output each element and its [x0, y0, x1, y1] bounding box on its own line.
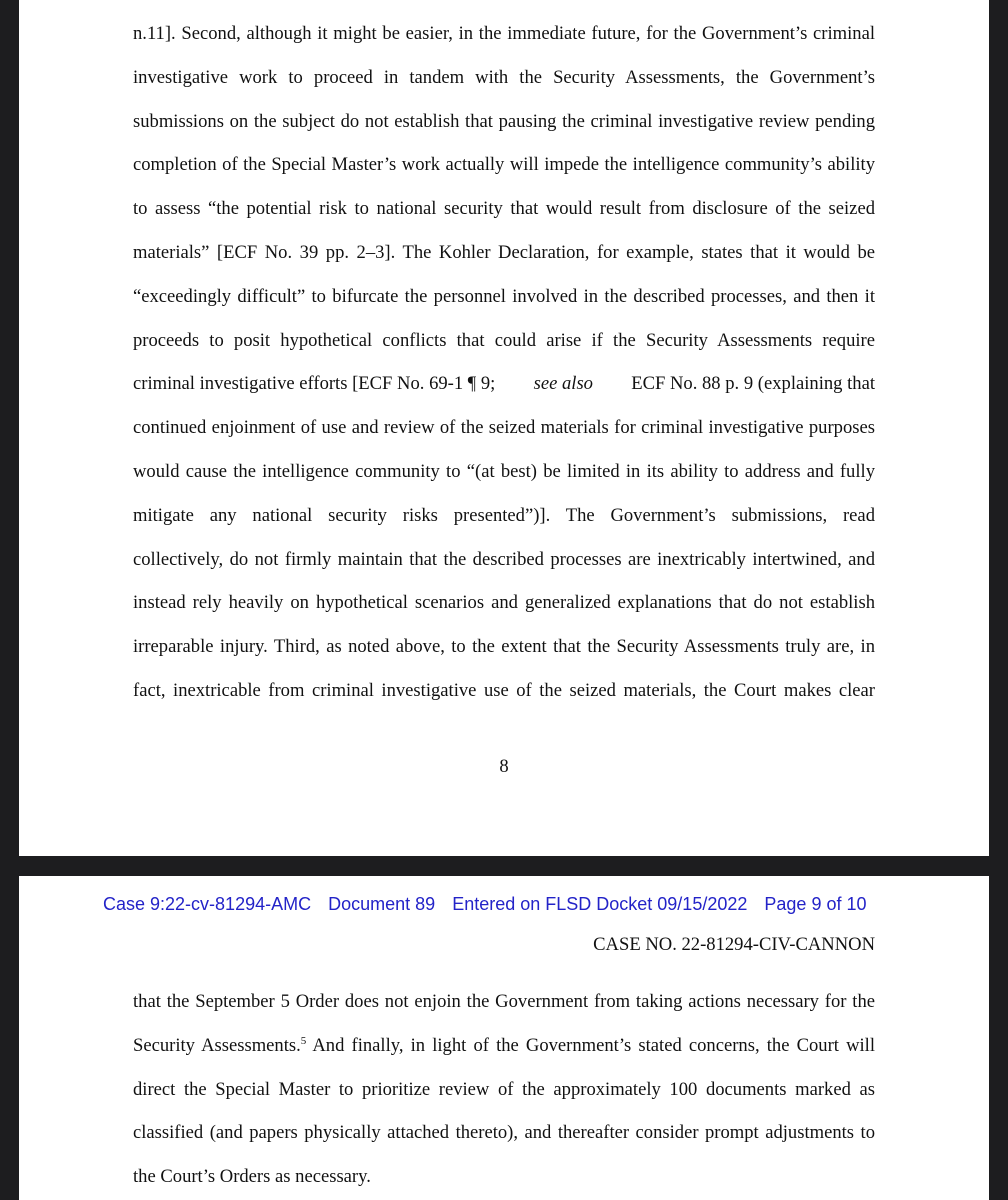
text-line: mitigate any national security risks presented”)]. The Government’s submissions, read	[133, 504, 875, 526]
text-line: “exceedingly difficult” to bifurcate the personnel involved in the described processes, and then it	[133, 285, 875, 307]
text-line: instead rely heavily on hypothetical scenarios and generalized explanations that do not establish	[133, 592, 875, 614]
text-line: materials” [ECF No. 39 pp. 2–3]. The Kohler Declaration, for example, states that it would be	[133, 241, 875, 263]
document-page-9	[19, 876, 989, 1200]
text-line: investigative work to proceed in tandem with the Security Assessments, the Government’s	[133, 66, 875, 88]
document-page-8	[19, 0, 989, 856]
text-line: would cause the intelligence community to “(at best) be limited in its ability to address and fully	[133, 460, 875, 482]
text-line: irreparable injury. Third, as noted above, to the extent that the Security Assessments truly are, in	[133, 636, 875, 658]
footnote-reference[interactable]: 5	[300, 1034, 307, 1047]
docket-entry-stamp: Entered on FLSD Docket 09/15/2022	[452, 894, 748, 914]
text-line: to assess “the potential risk to national security that would result from disclosure of the seized	[133, 198, 875, 220]
text-line: that the September 5 Order does not enjoin the Government from taking actions necessary for the	[133, 991, 875, 1012]
document-number-stamp: Document 89	[328, 894, 436, 914]
text-line: collectively, do not firmly maintain that the described processes are inextricably intertwined, and	[133, 548, 875, 570]
case-caption-number: CASE NO. 22-81294-CIV-CANNON	[593, 934, 875, 955]
citation-text-continued: ECF No. 88 p. 9 (explaining that	[631, 373, 875, 395]
text-line: direct the Special Master to prioritize review of the approximately 100 documents marked as	[133, 1078, 875, 1100]
text-line: completion of the Special Master’s work actually will impede the intelligence community’s ability	[133, 154, 875, 176]
page-count-stamp: Page 9 of 10	[764, 894, 867, 914]
citation-text: criminal investigative efforts [ECF No. 69-1 ¶ 9;	[133, 373, 496, 395]
text-line: submissions on the subject do not establish that pausing the criminal investigative review pending	[133, 110, 875, 132]
text-line-with-footnote	[133, 1024, 875, 1068]
text-line-with-citation	[133, 362, 875, 406]
text-line: fact, inextricable from criminal investigative use of the seized materials, the Court makes clear	[133, 679, 875, 701]
text-line: continued enjoinment of use and review of the seized materials for criminal investigative purposes	[133, 417, 875, 439]
text-segment: And finally, in light of the Government’s stated concerns, the Court will	[306, 1034, 875, 1056]
page-9-body-text	[133, 980, 875, 1199]
page-8-body-text	[133, 12, 875, 713]
text-line: the Court’s Orders as necessary.	[133, 1166, 371, 1188]
ecf-header-stamp	[103, 894, 879, 915]
italic-signal: see also	[533, 373, 593, 395]
text-segment: Security Assessments.	[133, 1034, 301, 1056]
case-number-stamp: Case 9:22-cv-81294-AMC	[103, 894, 312, 914]
text-line: proceeds to posit hypothetical conflicts that could arise if the Security Assessments require	[133, 329, 875, 351]
text-line: n.11]. Second, although it might be easier, in the immediate future, for the Government’s criminal	[133, 23, 875, 44]
page-number: 8	[499, 756, 509, 777]
text-line: classified (and papers physically attached thereto), and thereafter consider prompt adjustments to	[133, 1122, 875, 1144]
